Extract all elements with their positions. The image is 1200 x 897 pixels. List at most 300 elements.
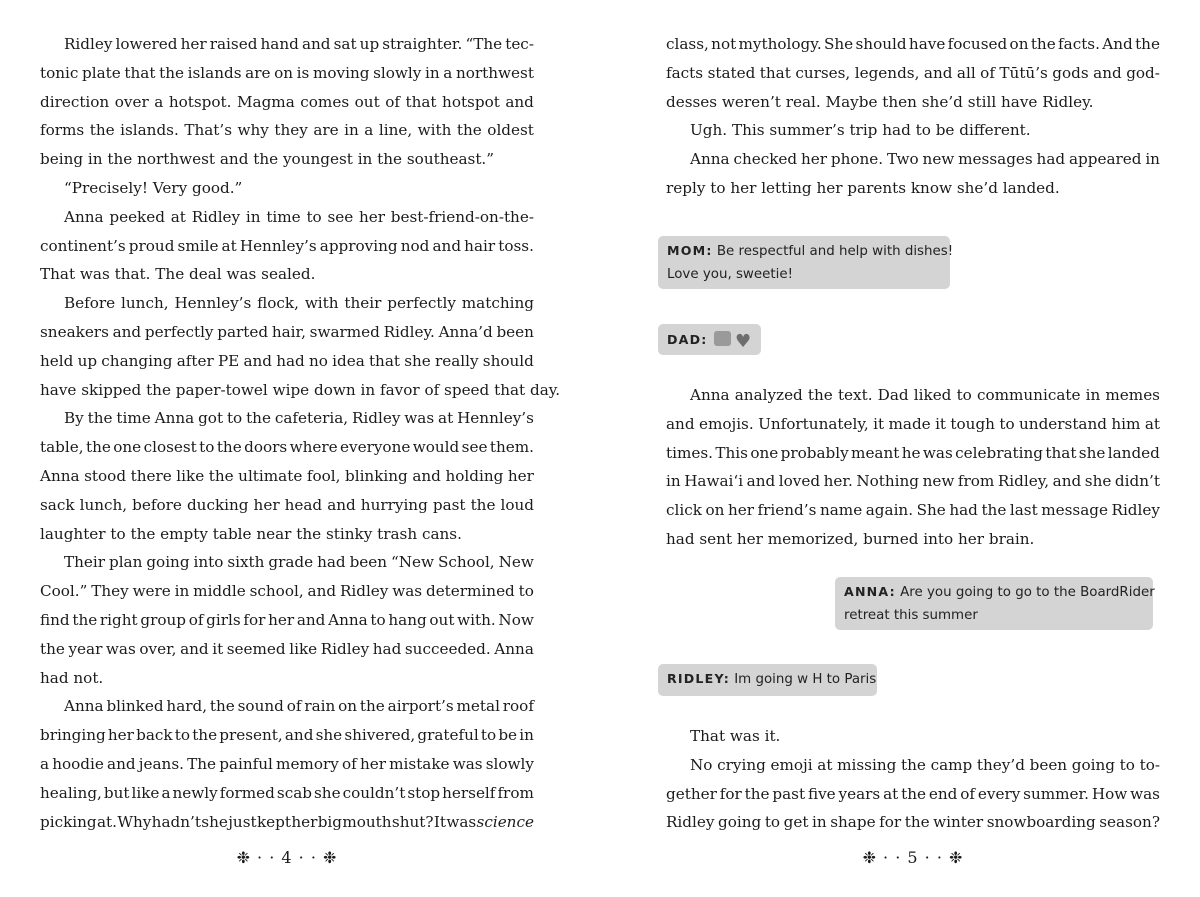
word: raised — [209, 35, 258, 53]
text-line — [40, 318, 534, 347]
text-line — [40, 88, 534, 117]
word: was — [1130, 784, 1160, 803]
word: time — [266, 207, 301, 226]
word: hadn’t — [151, 812, 201, 831]
text-line — [40, 59, 534, 88]
right-page-bottom — [666, 722, 1160, 837]
text-line — [666, 145, 1160, 174]
word: out — [354, 92, 380, 111]
word: new — [922, 150, 955, 169]
word: to — [1119, 755, 1135, 774]
text-line — [666, 808, 1160, 837]
word: her — [736, 529, 763, 548]
word: Why — [117, 812, 152, 831]
word: was — [79, 265, 110, 284]
word: for — [243, 610, 266, 629]
word: swarmed — [309, 322, 380, 341]
text-line — [40, 404, 534, 433]
word: to — [764, 813, 781, 832]
word: landed. — [1002, 178, 1060, 197]
word: That’s — [184, 121, 233, 140]
word: letting — [761, 178, 812, 197]
word: see — [461, 438, 488, 457]
word: youngest — [282, 150, 353, 169]
text-line — [666, 30, 1160, 59]
word: blinked — [106, 697, 164, 716]
word: like — [131, 783, 160, 802]
word: class, — [666, 35, 709, 53]
word: Ridley — [320, 639, 370, 658]
word: the — [456, 121, 482, 140]
text-line — [40, 289, 534, 318]
word: determined — [425, 582, 515, 601]
word: had — [1036, 150, 1066, 169]
word: changing — [101, 351, 173, 370]
word: and — [432, 236, 462, 255]
word: to — [226, 409, 243, 428]
word: her — [957, 529, 985, 548]
word: This — [731, 121, 765, 140]
word: winter — [933, 813, 984, 832]
word: being — [40, 150, 84, 169]
word: with. — [457, 610, 496, 629]
word: in — [174, 582, 190, 601]
word: Nothing — [856, 472, 920, 491]
word: god- — [1126, 63, 1160, 82]
text-line — [40, 635, 534, 664]
word: curses, — [795, 63, 851, 82]
left-page-text — [40, 30, 561, 836]
text-line — [666, 88, 1160, 117]
word: to — [480, 726, 497, 745]
word: sixth — [227, 553, 265, 572]
word: like — [289, 639, 318, 658]
word: over — [114, 92, 149, 111]
word: table, — [40, 438, 84, 457]
word: Ridley — [666, 813, 715, 832]
word: held — [40, 351, 74, 370]
word: she — [314, 783, 341, 802]
word: airport’s — [387, 697, 454, 716]
word: it — [873, 414, 885, 433]
word: the — [130, 524, 156, 543]
word: No — [690, 755, 713, 774]
word: painful — [219, 754, 273, 773]
word: at — [1144, 414, 1160, 433]
text-line — [40, 664, 534, 693]
word: Ridley — [191, 207, 241, 226]
word: her — [727, 501, 754, 520]
word: but — [103, 783, 130, 802]
word: Hennley’s — [174, 294, 252, 313]
word: have — [908, 35, 946, 53]
word: Anna — [64, 207, 104, 226]
word: of — [385, 92, 400, 111]
word: best-friend-on-the- — [390, 207, 534, 226]
word: ducking — [186, 495, 249, 514]
word: to — [306, 207, 322, 226]
folio-ornament-icon: · · ❉ — [918, 848, 964, 867]
word: message — [1041, 501, 1108, 520]
message-sender: RIDLEY: — [667, 671, 730, 686]
word: And — [1102, 35, 1133, 53]
word: shivered, — [344, 726, 416, 745]
text-line — [40, 577, 534, 606]
word: into — [193, 553, 224, 572]
word: bringing — [40, 726, 106, 745]
word: school, — [249, 582, 304, 601]
word: understand — [1019, 414, 1107, 433]
text-line — [40, 779, 534, 808]
word: had — [40, 668, 69, 687]
word: smile — [177, 236, 219, 255]
word: the — [89, 121, 115, 140]
word: cafeteria, — [274, 409, 349, 428]
word: line, — [378, 121, 413, 140]
word: “Precisely! — [64, 178, 148, 197]
word: in — [344, 121, 359, 140]
word: desses — [666, 92, 718, 111]
word: over, — [139, 639, 177, 658]
word: friend’s — [757, 501, 817, 520]
word: kept — [256, 812, 291, 831]
word: that — [124, 63, 156, 82]
word: peeked — [109, 207, 165, 226]
word: again. — [865, 501, 914, 520]
word: five — [807, 784, 836, 803]
word: sat — [333, 35, 357, 53]
word: her — [359, 754, 386, 773]
word: formed — [219, 783, 275, 802]
text-line — [40, 145, 534, 174]
word: northwest — [137, 150, 216, 169]
word: in — [424, 63, 440, 82]
word: before — [132, 495, 182, 514]
word: no — [308, 351, 328, 370]
word: plate — [82, 63, 121, 82]
word: couldn’t — [342, 783, 406, 802]
word: last — [1009, 501, 1038, 520]
word: ultimate — [238, 466, 303, 485]
word: newly — [172, 783, 218, 802]
word: on — [1009, 35, 1029, 53]
word: Hennley’s — [457, 409, 534, 428]
word: and — [505, 92, 534, 111]
word: her — [507, 466, 534, 485]
word: the — [209, 697, 235, 716]
word: real. — [785, 92, 821, 111]
word: reply — [666, 178, 706, 197]
word: to — [110, 524, 126, 543]
text-line — [666, 525, 1160, 554]
word: analyzed — [734, 386, 803, 404]
word: stop — [407, 783, 441, 802]
word: her — [180, 35, 207, 53]
word: good.” — [191, 178, 243, 197]
word: been — [496, 322, 534, 341]
word: Ridley. — [1042, 92, 1094, 111]
word: The — [187, 754, 217, 773]
word: rain — [304, 697, 336, 716]
text-line — [40, 30, 534, 59]
word: should — [482, 351, 534, 370]
text-line — [40, 174, 534, 203]
word: had — [949, 501, 978, 520]
word: new — [922, 472, 955, 491]
word: Ridley. — [383, 322, 435, 341]
word: metal — [456, 697, 500, 716]
word: Ridley — [339, 582, 389, 601]
text-line — [40, 750, 534, 779]
word: empty — [160, 524, 208, 543]
word: memes — [1105, 386, 1160, 404]
word: name — [819, 501, 863, 520]
word: was — [446, 812, 477, 831]
word: Maybe — [825, 92, 878, 111]
word: in — [245, 207, 261, 226]
word: day. — [529, 380, 561, 399]
word: stood — [84, 466, 127, 485]
word: skipped — [81, 380, 142, 399]
word: forms — [40, 121, 85, 140]
word: and — [412, 466, 441, 485]
word: and — [107, 754, 136, 773]
word: memorized, — [767, 529, 859, 548]
word: made — [888, 414, 931, 433]
word: straighter. — [382, 35, 463, 53]
word: Anna — [154, 409, 195, 428]
word: grateful — [417, 726, 479, 745]
word: to — [956, 386, 972, 404]
right-page — [666, 30, 1160, 203]
word: been — [1029, 755, 1068, 774]
word: from — [497, 783, 534, 802]
text-line — [666, 59, 1160, 88]
word: loud — [500, 495, 534, 514]
word: missing — [837, 755, 897, 774]
word: he — [901, 443, 921, 462]
word: idea — [332, 351, 365, 370]
word: in — [87, 150, 103, 169]
word: of — [342, 754, 357, 773]
word: had — [372, 639, 402, 658]
word: Two — [886, 150, 919, 169]
word: up — [77, 351, 98, 370]
word: northwest — [455, 63, 534, 82]
word: where — [289, 438, 338, 457]
word: summer’s — [769, 121, 845, 140]
message-text: Love you, sweetie! — [667, 267, 793, 282]
word: Tūtū’s — [999, 63, 1048, 82]
word: text. — [837, 386, 873, 404]
word: meant — [851, 443, 900, 462]
word: grade — [268, 553, 314, 572]
word: had — [276, 351, 305, 370]
word: PE — [217, 351, 240, 370]
word: was — [922, 443, 953, 462]
message-sender: MOM: — [667, 243, 713, 258]
left-page — [40, 30, 561, 836]
word: find — [40, 610, 70, 629]
word: at — [883, 784, 899, 803]
word: was — [404, 409, 435, 428]
text-line — [40, 692, 534, 721]
word: to — [915, 121, 931, 140]
word: That — [690, 727, 726, 745]
message-text: retreat this summer — [844, 608, 978, 623]
word: summer. — [1023, 784, 1089, 803]
word: islands. — [120, 121, 179, 140]
word: and — [243, 351, 273, 370]
word: on — [274, 63, 294, 82]
word: in — [357, 150, 373, 169]
word: blinking — [345, 466, 408, 485]
word: focused — [947, 35, 1008, 53]
message-text: Are you going to go to the BoardRider — [900, 585, 1155, 600]
text-line — [40, 548, 534, 577]
text-line — [666, 381, 1160, 410]
text-line — [40, 116, 534, 145]
word: Anna — [494, 639, 534, 658]
word: Cool.” — [40, 582, 88, 601]
word: group — [140, 610, 186, 629]
word: the — [377, 150, 403, 169]
text-line — [666, 496, 1160, 525]
word: her — [359, 207, 386, 226]
word: toss. — [498, 236, 534, 255]
word: been — [349, 553, 388, 572]
word: hair — [464, 236, 496, 255]
word: years — [838, 784, 881, 803]
word: snowboarding — [986, 813, 1096, 832]
word: hang — [388, 610, 427, 629]
word: wipe — [272, 380, 310, 399]
message-dad — [658, 324, 761, 355]
word: it. — [764, 727, 781, 745]
text-line — [40, 520, 534, 549]
word: New — [498, 553, 534, 572]
word: flock, — [257, 294, 299, 313]
word: her — [253, 495, 280, 514]
right-page-text-top — [666, 30, 1160, 203]
word: speed — [444, 380, 490, 399]
word: mouth — [342, 812, 392, 831]
text-line — [40, 347, 534, 376]
word: appeared — [1068, 150, 1142, 169]
word: and — [327, 495, 356, 514]
word: “New — [390, 553, 435, 572]
word: all — [956, 63, 976, 82]
word: Before — [64, 294, 116, 313]
word: going — [146, 553, 190, 572]
word: liked — [913, 386, 952, 404]
word: Now — [498, 610, 534, 629]
word: the — [146, 380, 171, 399]
text-line — [666, 722, 1160, 751]
word: and — [1052, 472, 1082, 491]
word: trash — [377, 524, 418, 543]
word: know — [910, 178, 952, 197]
word: holding — [445, 466, 504, 485]
word: memory — [276, 754, 339, 773]
word: she’d — [921, 92, 963, 111]
word: checked — [733, 150, 798, 169]
word: Very — [152, 178, 188, 197]
word: messages — [958, 150, 1033, 169]
text-line — [40, 260, 534, 289]
word: hoodie — [52, 754, 104, 773]
word: Unfortunately, — [758, 414, 869, 433]
word: stinky — [325, 524, 373, 543]
word: times. — [666, 443, 713, 462]
word: hotspot. — [168, 92, 232, 111]
word: slowly — [485, 754, 534, 773]
word: School, — [437, 553, 495, 572]
word: the — [72, 610, 98, 629]
word: her — [800, 150, 828, 169]
word: was — [729, 727, 760, 745]
word: she’d — [956, 178, 998, 197]
word: Anna’d — [438, 322, 493, 341]
word: big — [317, 812, 343, 831]
word: continent’s — [40, 236, 126, 255]
word: year — [68, 639, 103, 658]
message-mom — [658, 236, 954, 289]
word: end — [928, 784, 958, 803]
word: landed — [1107, 443, 1160, 462]
word: they — [274, 121, 308, 140]
word: one — [750, 443, 779, 462]
word: be — [935, 121, 955, 140]
word: fool, — [306, 466, 341, 485]
word: and — [296, 610, 326, 629]
word: That — [40, 265, 76, 284]
word: were — [132, 582, 171, 601]
word: in — [360, 380, 376, 399]
word: nod — [400, 236, 430, 255]
word: islands — [187, 63, 242, 82]
word: Dad — [877, 386, 909, 404]
word: the — [216, 438, 242, 457]
word: mistake — [389, 754, 450, 773]
word: of — [286, 697, 302, 716]
word: that — [405, 92, 437, 111]
word: the — [901, 755, 926, 774]
word: Anna — [690, 386, 730, 404]
word: the — [107, 150, 133, 169]
word: with — [304, 294, 339, 313]
text-line — [40, 462, 534, 491]
word: at — [438, 409, 454, 428]
word: Ugh. — [690, 121, 728, 140]
word: just — [228, 812, 257, 831]
word: perfectly — [144, 322, 214, 341]
word: This — [715, 443, 748, 462]
word: Hennley’s — [239, 236, 317, 255]
word: the — [85, 438, 111, 457]
word: have — [1001, 92, 1038, 111]
word: tec- — [505, 35, 534, 53]
word: lunch, — [79, 495, 128, 514]
word: season? — [1099, 813, 1160, 832]
word: their — [344, 294, 382, 313]
word: Anna — [64, 697, 104, 716]
word: the — [253, 150, 279, 169]
word: facts — [666, 63, 704, 82]
word: her — [268, 610, 295, 629]
word: direction — [40, 92, 110, 111]
word: She — [916, 501, 946, 520]
